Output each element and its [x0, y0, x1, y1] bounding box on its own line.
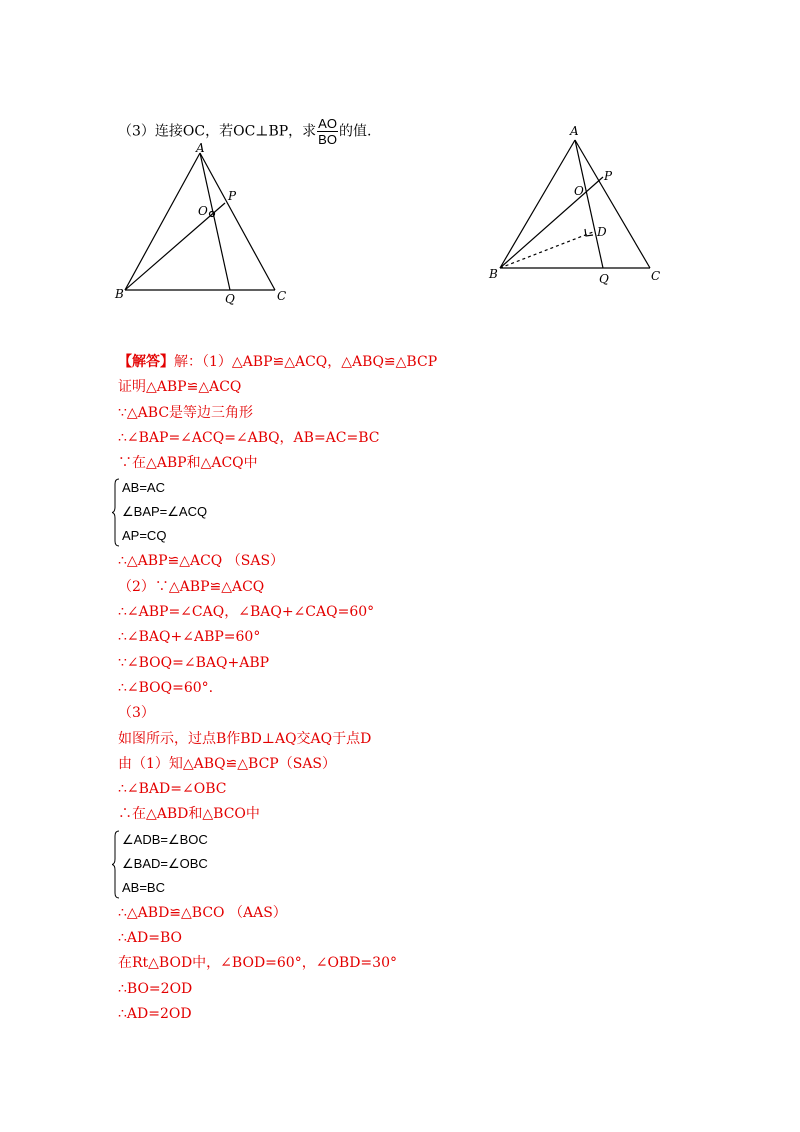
solution-line-12: （3）	[118, 705, 155, 722]
segment-aq	[575, 140, 603, 268]
system-1-eq-1: AB=AC	[122, 480, 165, 496]
figure-right	[485, 118, 675, 290]
figure-left	[105, 140, 305, 315]
solution-line-21: ∴AD=2OD	[118, 1005, 192, 1022]
system-1-eq-2: ∠BAP=∠ACQ	[122, 504, 208, 520]
edge-ac	[575, 140, 650, 268]
label-c: C	[651, 269, 661, 283]
edge-ac	[200, 153, 275, 290]
solution-line-19: 在Rt△BOD中，∠BOD=60°，∠OBD=30°	[118, 955, 397, 972]
solution-line-1	[118, 350, 437, 375]
system-2-eq-1: ∠ADB=∠BOC	[122, 831, 208, 847]
solution-line-14: 由（1）知△ABQ≌△BCP（SAS）	[118, 755, 337, 772]
solution-line-7: （2）∵△ABP≌△ACQ	[118, 578, 265, 595]
solution-line-8: ∴∠ABP=∠CAQ，∠BAQ+∠CAQ=60°	[118, 604, 375, 621]
brace-icon	[112, 830, 120, 899]
solution-line-9: ∴∠BAQ+∠ABP=60°	[118, 629, 261, 646]
solution-line-16: ∴在△ABD和△BCO中	[118, 806, 260, 823]
system-2-eq-2: ∠BAD=∠OBC	[122, 855, 208, 871]
fraction-numerator: AO	[318, 116, 337, 131]
label-a: A	[196, 141, 205, 155]
solution-line-13: 如图所示，过点B作BD⊥AQ交AQ于点D	[118, 730, 372, 747]
solution-line-6: ∴△ABP≌△ACQ （SAS）	[118, 553, 285, 570]
label-d: D	[597, 225, 607, 239]
label-o: O	[574, 184, 584, 198]
solution-line-2: 证明△ABP≌△ACQ	[118, 379, 242, 396]
brace-icon	[112, 478, 120, 547]
solution-line-5: ∵在△ABP和△ACQ中	[118, 455, 258, 472]
label-q: Q	[225, 292, 235, 306]
solution-line-20: ∴BO=2OD	[118, 980, 193, 997]
solution-line-11: ∴∠BOQ=60°.	[118, 679, 214, 696]
solution-line-3: ∵△ABC是等边三角形	[118, 404, 254, 421]
system-1-eq-3: AP=CQ	[122, 528, 167, 544]
label-a: A	[570, 124, 579, 138]
solution-line-18: ∴AD=BO	[118, 930, 182, 947]
solution-line-17: ∴△ABD≌△BCO （AAS）	[118, 904, 287, 921]
system-2-eq-3: AB=BC	[122, 879, 165, 895]
question-suffix: 的值.	[338, 123, 372, 140]
edge-ab	[125, 153, 200, 290]
segment-bp	[500, 177, 603, 268]
fraction-denominator: BO	[318, 132, 337, 147]
equation-system-2	[118, 828, 437, 901]
label-b: B	[115, 287, 124, 301]
solution-header-rest: 解：（1）△ABP≌△ACQ，△ABQ≌△BCP	[174, 354, 438, 370]
question-prefix: （3）连接OC，若OC⊥BP，求	[118, 123, 317, 140]
solution	[118, 350, 437, 1027]
label-c: C	[277, 289, 287, 303]
fraction-ao-bo	[317, 116, 338, 147]
label-q: Q	[599, 272, 609, 286]
segment-bd-dashed	[500, 232, 593, 268]
solution-line-4: ∴∠BAP=∠ACQ=∠ABQ，AB=AC=BC	[118, 429, 380, 446]
solution-line-15: ∴∠BAD=∠OBC	[118, 781, 227, 798]
equation-system-1	[118, 476, 437, 549]
edge-ab	[500, 140, 575, 268]
solution-header: 【解答】	[118, 354, 174, 370]
label-o: O	[198, 204, 208, 218]
solution-line-10: ∵∠BOQ=∠BAQ+ABP	[118, 654, 270, 671]
label-p: P	[604, 169, 613, 183]
label-b: B	[489, 267, 498, 281]
label-p: P	[228, 189, 237, 203]
